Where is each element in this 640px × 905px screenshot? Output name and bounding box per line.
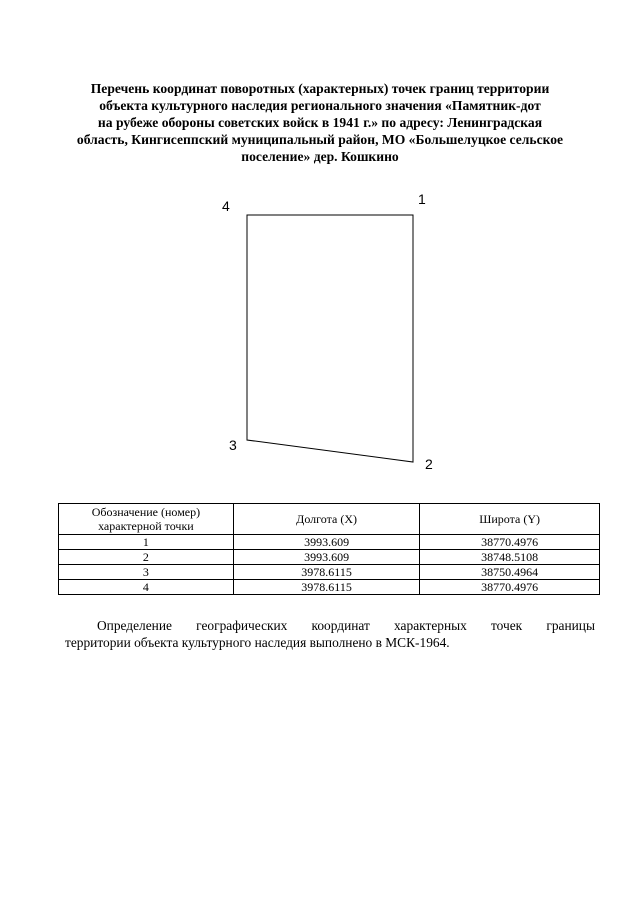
cell-y: 38770.4976: [420, 535, 600, 550]
note-second-line: территории объекта культурного наследия выполнено в МСК-1964.: [65, 635, 450, 650]
title-line: Перечень координат поворотных (характерных) точек границ территории: [90, 81, 550, 96]
cell-x: 3978.6115: [233, 580, 420, 595]
table-row: [59, 580, 600, 595]
note-word: точек: [490, 618, 523, 633]
header-longitude: Долгота (X): [233, 504, 420, 535]
cell-x: 3978.6115: [233, 565, 420, 580]
title-line: объекта культурного наследия регионального значения «Памятник-дот: [99, 98, 541, 113]
cell-point: 3: [59, 565, 234, 580]
note-word: границы: [546, 618, 595, 633]
cell-x: 3993.609: [233, 550, 420, 565]
note-word: координат: [311, 618, 370, 633]
coordinate-system-note: [65, 617, 595, 651]
note-first-line: [65, 617, 595, 634]
cell-x: 3993.609: [233, 535, 420, 550]
title-line: область, Кингисеппский муниципальный район, МО «Большелуцкое сельское: [76, 132, 564, 147]
title-line: на рубеже обороны советских войск в 1941 г.» по адресу: Ленинградская: [97, 115, 543, 130]
document-title: [60, 80, 580, 165]
table-row: [59, 565, 600, 580]
boundary-diagram: [0, 180, 640, 480]
table-row: [59, 535, 600, 550]
cell-y: 38770.4976: [420, 580, 600, 595]
cell-point: 2: [59, 550, 234, 565]
header-point-number: Обозначение (номер) характерной точки: [59, 504, 234, 535]
note-word: географических: [196, 618, 288, 633]
cell-point: 1: [59, 535, 234, 550]
title-line: поселение» дер. Кошкино: [241, 149, 399, 164]
table-row: [59, 550, 600, 565]
note-word: характерных: [394, 618, 467, 633]
coordinates-table: [58, 503, 600, 595]
table-header-row: [59, 504, 600, 535]
cell-y: 38748.5108: [420, 550, 600, 565]
point-label-3: 3: [229, 437, 237, 453]
cell-point: 4: [59, 580, 234, 595]
header-latitude: Широта (Y): [420, 504, 600, 535]
point-label-4: 4: [222, 198, 230, 214]
cell-y: 38750.4964: [420, 565, 600, 580]
point-label-2: 2: [425, 456, 433, 472]
boundary-polygon: [247, 215, 413, 462]
point-label-1: 1: [418, 191, 426, 207]
note-word: Определение: [97, 618, 172, 633]
